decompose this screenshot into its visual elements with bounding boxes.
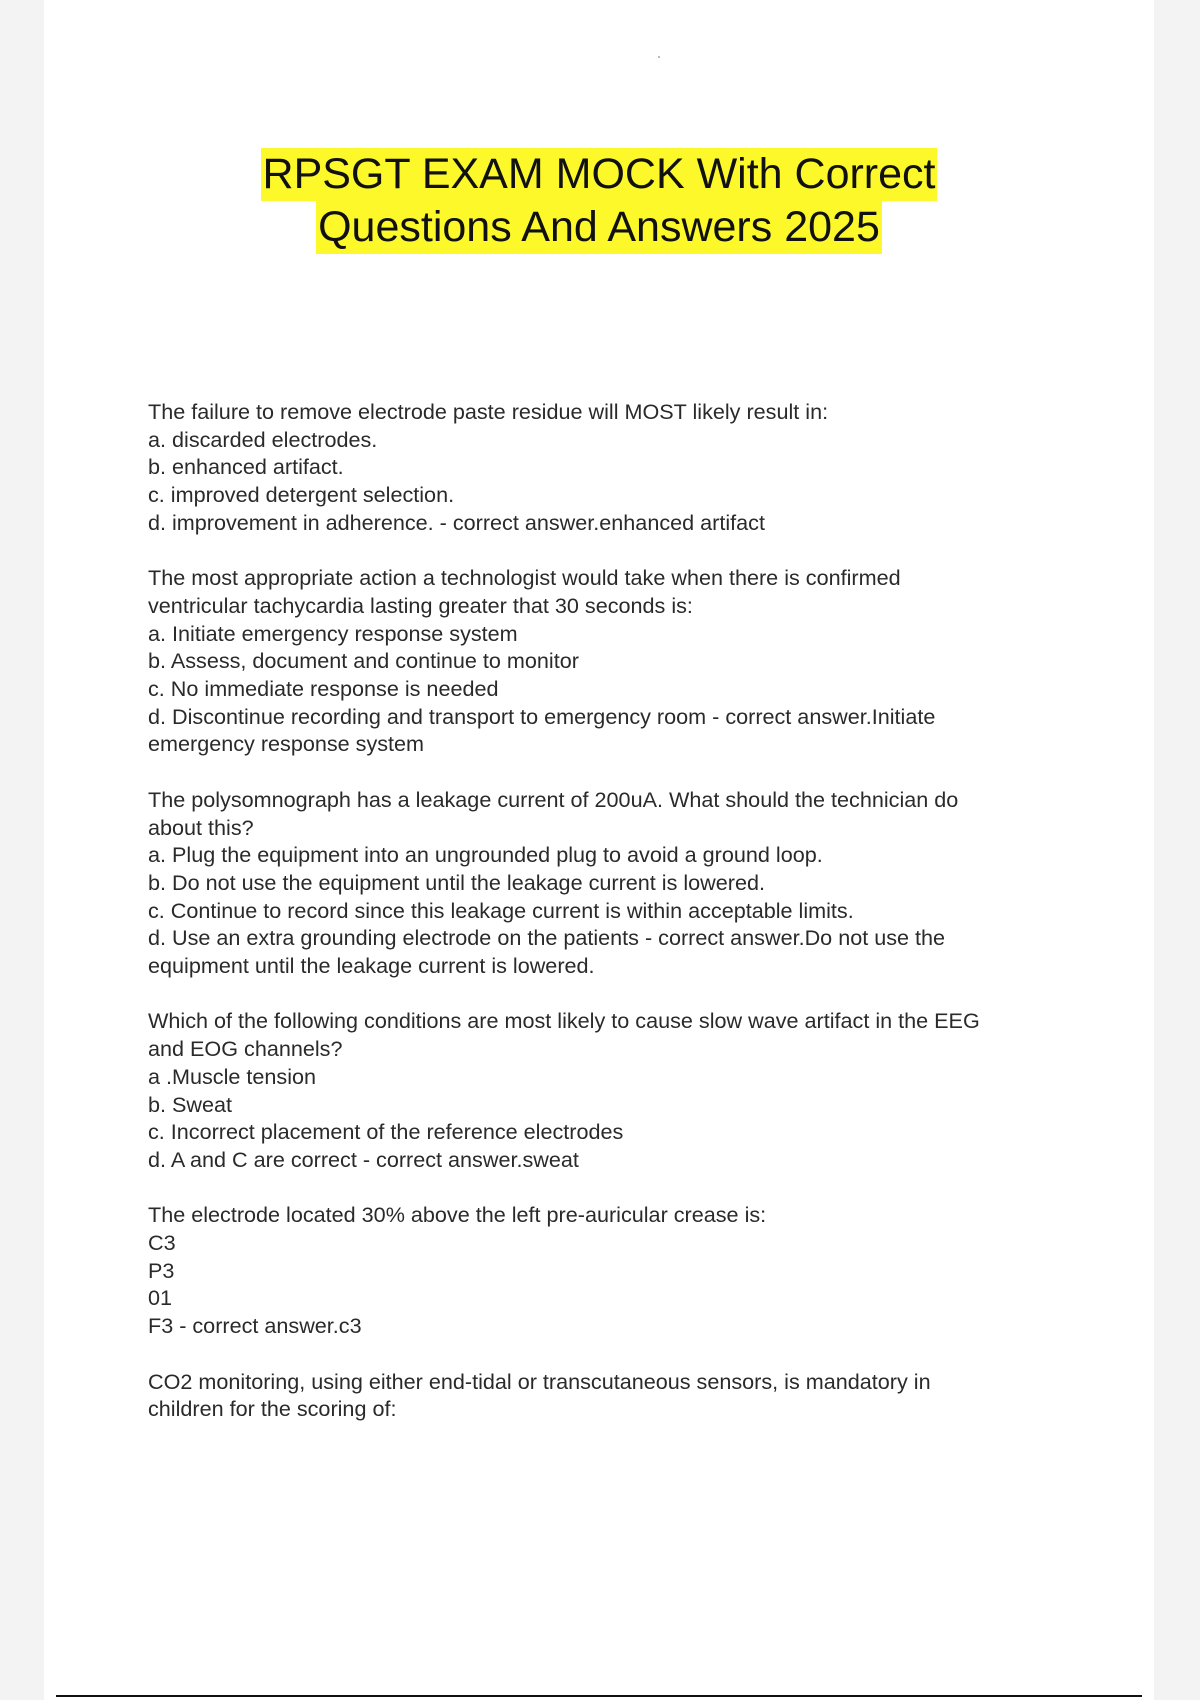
- question-line: d. improvement in adherence. - correct answer.enhanced artifact: [148, 509, 765, 535]
- question-line: children for the scoring of:: [148, 1396, 397, 1422]
- question-line: d. Use an extra grounding electrode on the patients - correct answer.Do not use the: [148, 925, 946, 951]
- question-text: The failure to remove electrode paste residue will MOST likely result in:: [148, 399, 829, 424]
- question-list: [148, 398, 1128, 1451]
- question-text: Which of the following conditions are most likely to cause slow wave artifact in the EEG: [148, 1008, 980, 1034]
- question-line: equipment until the leakage current is lowered.: [148, 953, 595, 979]
- question-text: CO2 monitoring, using either end-tidal or transcutaneous sensors, is mandatory in: [148, 1368, 931, 1394]
- question-line: ventricular tachycardia lasting greater that 30 seconds is:: [148, 592, 693, 618]
- question-line: about this?: [148, 814, 254, 840]
- document-page: [44, 0, 1154, 1700]
- question-block: [148, 1007, 1128, 1173]
- scan-speck: [658, 56, 660, 58]
- question-line: a. Initiate emergency response system: [148, 620, 518, 646]
- question-text: The most appropriate action a technologist would take when there is confirmed: [148, 565, 901, 591]
- question-line: C3: [148, 1230, 176, 1256]
- question-line: c. improved detergent selection.: [148, 482, 455, 508]
- question-line: b. enhanced artifact.: [148, 454, 344, 480]
- question-block: [148, 786, 1128, 980]
- question-line: d. A and C are correct - correct answer.sweat: [148, 1146, 579, 1172]
- question-line: emergency response system: [148, 731, 425, 757]
- question-line: b. Do not use the equipment until the leakage current is lowered.: [148, 869, 765, 895]
- document-title: [44, 148, 1154, 254]
- question-line: a. discarded electrodes.: [148, 426, 378, 452]
- bottom-rule: [56, 1695, 1142, 1697]
- question-block: [148, 1201, 1128, 1340]
- question-block: [148, 564, 1128, 758]
- question-line: P3: [148, 1257, 175, 1283]
- question-line: a. Plug the equipment into an ungrounded plug to avoid a ground loop.: [148, 842, 823, 868]
- question-line: c. No immediate response is needed: [148, 676, 499, 702]
- question-line: b. Assess, document and continue to monitor: [148, 648, 579, 674]
- question-line: 01: [148, 1285, 173, 1311]
- question-text: The polysomnograph has a leakage current of 200uA. What should the technician do: [148, 786, 959, 812]
- question-block: [148, 398, 1128, 537]
- question-line: b. Sweat: [148, 1091, 233, 1117]
- question-line: d. Discontinue recording and transport to emergency room - correct answer.Initiate: [148, 703, 936, 729]
- question-line: a .Muscle tension: [148, 1063, 317, 1089]
- question-block: [148, 1368, 1128, 1423]
- question-line: F3 - correct answer.c3: [148, 1313, 362, 1339]
- question-line: c. Continue to record since this leakage current is within acceptable limits.: [148, 897, 854, 923]
- question-text: The electrode located 30% above the left pre-auricular crease is:: [148, 1202, 767, 1228]
- question-line: and EOG channels?: [148, 1036, 343, 1062]
- title-line-2: Questions And Answers 2025: [316, 201, 882, 254]
- question-line: c. Incorrect placement of the reference electrodes: [148, 1119, 624, 1145]
- title-line-1: RPSGT EXAM MOCK With Correct: [261, 148, 938, 201]
